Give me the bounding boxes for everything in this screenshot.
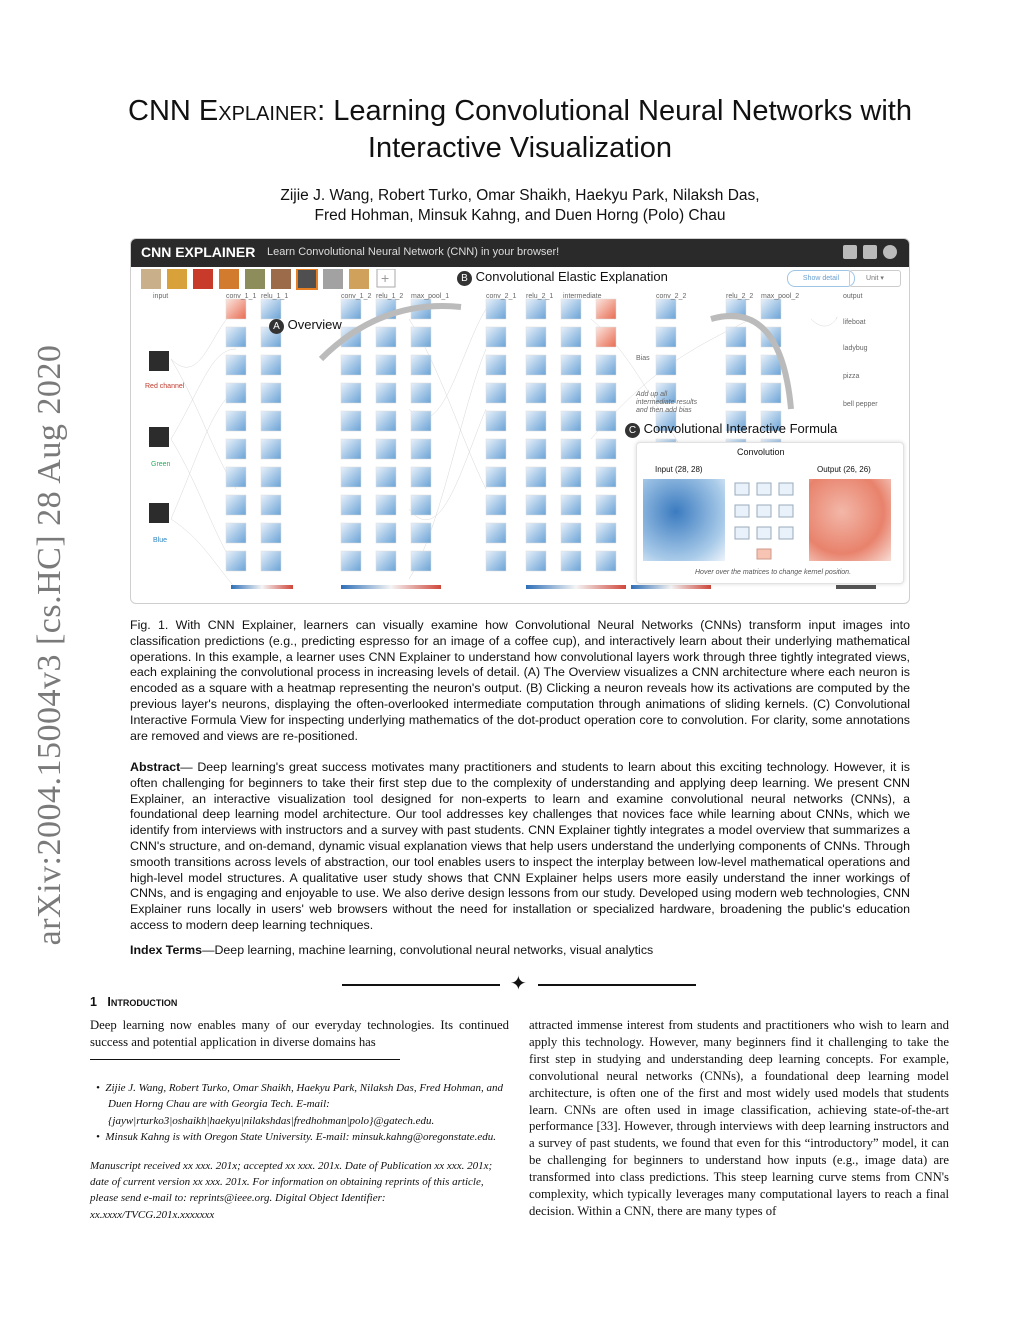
input-red-channel [149, 351, 169, 371]
neuron [486, 327, 506, 347]
github-icon[interactable] [883, 245, 897, 259]
neuron [226, 383, 246, 403]
neuron [596, 355, 616, 375]
neuron [486, 383, 506, 403]
colorbar-2 [341, 585, 441, 589]
thumb-2 [167, 269, 187, 289]
neuron [596, 523, 616, 543]
title-line1: : Learning Convolutional Neural Networks with [317, 95, 912, 127]
layer-label-relu-1-1: relu_1_1 [261, 293, 289, 300]
unit-select[interactable]: Unit ▾ [849, 270, 901, 287]
show-detail-button[interactable]: Show detail [787, 270, 855, 287]
layer-label-max-pool-2: max_pool_2 [761, 293, 800, 300]
layer-label-intermediate: intermediate [563, 293, 602, 300]
footnote-item-2: • Minsuk Kahng is with Oregon State University. E-mail: minsuk.kahng@oregonstate.edu. [96, 1131, 496, 1144]
svg-text:+: + [381, 270, 390, 286]
neuron [261, 383, 281, 403]
neuron [226, 299, 246, 319]
neuron [761, 299, 781, 319]
neuron [561, 495, 581, 515]
thumb-6 [271, 269, 291, 289]
neuron [526, 411, 546, 431]
neuron [261, 355, 281, 375]
video-icon[interactable] [863, 245, 877, 259]
neuron [486, 411, 506, 431]
neuron [486, 355, 506, 375]
neuron [341, 411, 361, 431]
neuron [596, 327, 616, 347]
neuron [526, 299, 546, 319]
colorbar-3 [526, 585, 626, 589]
thumb-8 [323, 269, 343, 289]
colorbar-1 [231, 585, 293, 589]
neuron [596, 411, 616, 431]
authors-line2: Fred Hohman, Minsuk Kahng, and Duen Horng (Polo) Chau [314, 207, 726, 224]
neuron [596, 383, 616, 403]
formula-kernel-grid [733, 481, 803, 561]
neuron [376, 551, 396, 571]
channel-green-label: Green [151, 461, 171, 468]
abstract [130, 760, 910, 934]
layer-label-conv-1-2: conv_1_2 [341, 293, 372, 300]
neuron [596, 467, 616, 487]
neuron [486, 551, 506, 571]
class-pizza: pizza [843, 373, 860, 380]
neuron [341, 495, 361, 515]
neuron [726, 327, 746, 347]
neuron [526, 439, 546, 459]
formula-input-label: Input (28, 28) [655, 465, 703, 474]
formula-output-label: Output (26, 26) [817, 465, 871, 474]
neuron [411, 355, 431, 375]
footnotes [90, 1080, 509, 1223]
thumb-9 [349, 269, 369, 289]
neuron [596, 551, 616, 571]
colorbar-output [836, 585, 876, 589]
neuron [526, 523, 546, 543]
neuron [411, 327, 431, 347]
neuron [726, 383, 746, 403]
neuron [341, 523, 361, 543]
class-ladybug: ladybug [843, 345, 868, 352]
layer-label-input: input [153, 293, 169, 300]
neuron [561, 411, 581, 431]
neuron [526, 355, 546, 375]
author-list [90, 186, 950, 226]
layer-label-relu-2-2: relu_2_2 [726, 293, 754, 300]
column-right-text: attracted immense interest from students and practitioners who wish to learn and apply this technology. However, many beginners find it challenging to take the first step in studying and understanding deep learning concepts. For example, convolutional neural networks (CNNs), a foundational deep learning model architecture, is often one of the first and most widely used models that students learn. CNNs are often used in image classification, achieving state-of-the-art performance [33]. However, through interviews with deep learning instructors and a survey of past students, we found that even for this “introductory” model, it can be challenging for beginners to understand how inputs (e.g., image data) are transformed into class predictions. This steep learning curve stems from CNN's complexity, which typically leverages many computational layers to reach a final decision. Within a CNN, there are many types of [529, 1018, 949, 1218]
figure-caption: Fig. 1. With CNN Explainer, learners can visually examine how Convolutional Neural Networks (CNNs) transform input images into classification predictions (e.g., predicting espresso for an image of a coffee cup), and interactively learn about their underlying mathematical operations. In this example, a learner uses CNN Explainer to understand how convolutional layers work through three tightly integrated views, each explaining the convolutional process in increasing levels of detail. (A) The Overview visualizes a CNN architecture where each neuron is encoded as a square with a heatmap representing the neuron's output. (B) Clicking a neuron reveals how its activations are computed by the previous layer's neurons, displaying the often-overlooked intermediate computation through animations of sliding kernels. (C) Convolutional Interactive Formula View for inspecting underlying mathematics of the dot-product operation core to convolution. For clarity, some annotations are removed and views are re-positioned. [130, 618, 910, 743]
separator-diamond: ✦ [510, 973, 527, 995]
neuron [226, 551, 246, 571]
layer-label-relu-1-2: relu_1_2 [376, 293, 404, 300]
formula-output-matrix[interactable] [809, 479, 891, 561]
pdf-icon[interactable] [843, 245, 857, 259]
neuron [561, 355, 581, 375]
separator-left [342, 984, 500, 986]
colorbar-4 [631, 585, 711, 589]
neuron [561, 299, 581, 319]
class-bell-pepper: bell pepper [843, 401, 878, 408]
thumb-5 [245, 269, 265, 289]
separator-right [538, 984, 696, 986]
neuron [411, 551, 431, 571]
neuron [411, 411, 431, 431]
neuron [226, 467, 246, 487]
neuron [376, 327, 396, 347]
neuron [486, 439, 506, 459]
neuron [561, 467, 581, 487]
neuron [261, 467, 281, 487]
section-heading: 1 Introduction [90, 995, 178, 1009]
neuron [341, 383, 361, 403]
channel-red-label: Red channel [145, 383, 185, 390]
app-header-bar [131, 239, 909, 267]
layer-label-conv-2-1: conv_2_1 [486, 293, 517, 300]
neuron [761, 383, 781, 403]
paper-title [90, 93, 950, 167]
neuron [486, 467, 506, 487]
neuron [261, 439, 281, 459]
layer-label-conv-1-1: conv_1_1 [226, 293, 257, 300]
neuron [376, 495, 396, 515]
neuron [561, 439, 581, 459]
neuron [656, 355, 676, 375]
manuscript-note: Manuscript received xx xxx. 201x; accepted xx xxx. 201x. Date of Publication xx xxx. 201x; date of current version xx xxx. 201x. For information on obtaining reprints of this article, please send e-mail to: reprints@ieee.org. Digital Object Identifier: xx.xxxx/TVCG.201x.xxxxxxx [90, 1159, 493, 1221]
neuron [341, 467, 361, 487]
thumb-espresso [297, 269, 317, 289]
layer-label-conv-2-2: conv_2_2 [656, 293, 687, 300]
neuron [526, 467, 546, 487]
neuron [376, 383, 396, 403]
bias-label: Bias [636, 355, 650, 362]
neuron [226, 327, 246, 347]
formula-hint: Hover over the matrices to change kernel position. [695, 569, 852, 576]
footnote-item-1: • Zijie J. Wang, Robert Turko, Omar Shaikh, Haekyu Park, Nilaksh Das, Fred Hohman, and Duen Horng Chau are with Georgia Tech. E-mail: {jayw|rturko3|oshaikh|haekyu|nilakshdas|fredhohman|polo}@gatech.edu. [96, 1082, 503, 1127]
authors-line1: Zijie J. Wang, Robert Turko, Omar Shaikh, Haekyu Park, Nilaksh Das, [280, 187, 760, 204]
neuron [411, 467, 431, 487]
index-terms-label: Index Terms [130, 943, 203, 957]
neuron [376, 355, 396, 375]
neuron [726, 355, 746, 375]
neuron [341, 439, 361, 459]
input-blue-channel [149, 503, 169, 523]
app-subtitle: Learn Convolutional Neural Network (CNN) in your browser! [267, 246, 560, 258]
bias-note: Add up all intermediate results and then add bias [636, 391, 698, 414]
neuron [376, 467, 396, 487]
neuron [261, 495, 281, 515]
neuron [486, 523, 506, 543]
title-brand: CNN Explainer [128, 95, 318, 127]
neuron [261, 523, 281, 543]
layer-label-max-pool-1: max_pool_1 [411, 293, 450, 300]
neuron [411, 523, 431, 543]
annotation-c: C Convolutional Interactive Formula [625, 421, 837, 438]
neuron [656, 299, 676, 319]
neuron [486, 495, 506, 515]
neuron [656, 327, 676, 347]
layer-label-relu-2-1: relu_2_1 [526, 293, 554, 300]
neuron [376, 439, 396, 459]
neuron [486, 299, 506, 319]
neuron [376, 523, 396, 543]
neuron [596, 299, 616, 319]
neuron [261, 551, 281, 571]
neuron [376, 411, 396, 431]
neuron [596, 495, 616, 515]
neuron [596, 439, 616, 459]
abstract-label: Abstract [130, 760, 181, 774]
annotation-a: A Overview [269, 317, 342, 334]
formula-title: Convolution [737, 447, 785, 457]
neuron [561, 523, 581, 543]
thumb-3 [193, 269, 213, 289]
formula-panel [628, 421, 904, 584]
neuron [226, 523, 246, 543]
neuron [226, 355, 246, 375]
column-left-text: Deep learning now enables many of our everyday technologies. Its continued success and potential application in diverse domains has [90, 1018, 509, 1049]
neuron [526, 495, 546, 515]
channel-blue-label: Blue [153, 537, 168, 544]
neuron [561, 327, 581, 347]
thumb-4 [219, 269, 239, 289]
arxiv-side-label: arXiv:2004.15004v3 [cs.HC] 28 Aug 2020 [31, 344, 68, 946]
neuron [261, 411, 281, 431]
title-line2: Interactive Visualization [367, 132, 673, 164]
app-brand: CNN EXPLAINER [141, 244, 256, 260]
neuron [261, 299, 281, 319]
neuron [526, 383, 546, 403]
neuron [561, 383, 581, 403]
annotation-b: B Convolutional Elastic Explanation [457, 269, 668, 286]
index-terms [130, 942, 910, 958]
input-green-channel [149, 427, 169, 447]
layer-label-output: output [843, 293, 863, 300]
neuron [341, 355, 361, 375]
neuron [526, 327, 546, 347]
neuron [341, 299, 361, 319]
figure-1 [130, 238, 910, 604]
neuron [411, 439, 431, 459]
neuron [411, 495, 431, 515]
neuron [226, 439, 246, 459]
neuron [226, 495, 246, 515]
neuron [526, 551, 546, 571]
neuron [341, 551, 361, 571]
class-lifeboat: lifeboat [843, 319, 866, 326]
thumb-1 [141, 269, 161, 289]
footnote-rule [90, 1059, 400, 1060]
neuron [411, 383, 431, 403]
index-terms-text: —Deep learning, machine learning, convolutional neural networks, visual analytics [202, 943, 654, 957]
formula-input-matrix[interactable] [643, 479, 725, 561]
neuron [561, 551, 581, 571]
abstract-text: — Deep learning's great success motivates many practitioners and students to learn about this exciting technology. However, it is often challenging for beginners to take their first step due to the complexity of understanding and applying deep learning. We present CNN Explainer, an interactive visualization tool designed for non-experts to learn and examine convolutional neural networks (CNNs), a foundational deep learning model architecture. Our tool addresses key challenges that novices face while learning about CNNs, which we identify from interviews with instructors and a survey with past students. CNN Explainer tightly integrates a model overview that summarizes a CNN's structure, and on-demand, dynamic visual explanation views that help users understand the underlying components of CNNs. Through smooth transitions across levels of abstraction, our tool enables users to inspect the interplay between low-level mathematical operations and high-level model structures. A qualitative user study shows that CNN Explainer helps users more easily understand the inner workings of CNNs, and is engaging and enjoyable to use. We also derive design lessons from our study. Developed using modern web technologies, CNN Explainer runs locally in users' web browsers without the need for installation or specialized hardware, broadening the public's education access to modern deep learning techniques. [130, 760, 910, 932]
neuron [226, 411, 246, 431]
